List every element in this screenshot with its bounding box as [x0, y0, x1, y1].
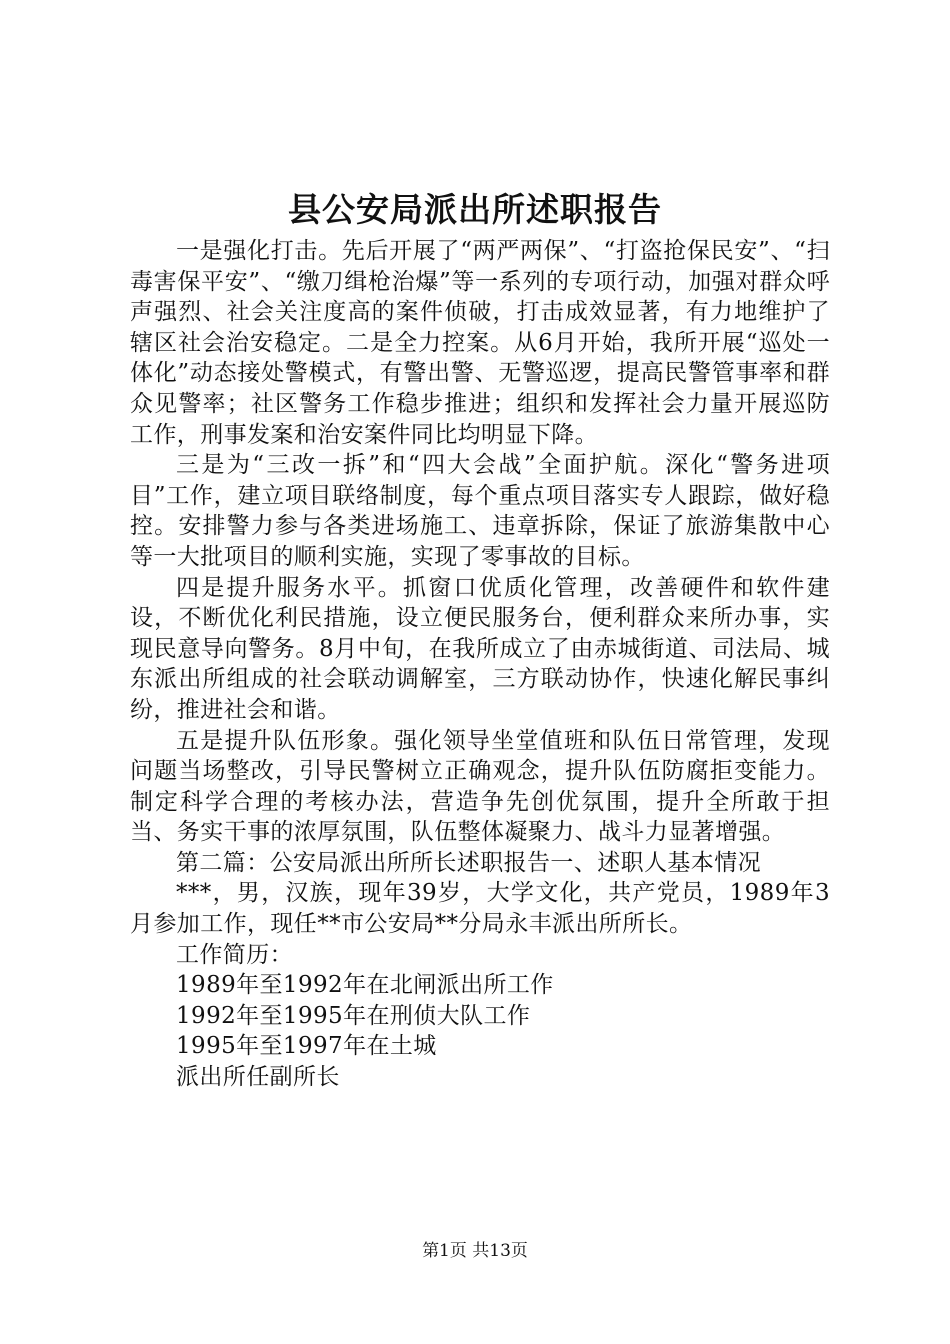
- paragraph-project-escort: 三是为“三改一拆”和“四大会战”全面护航。深化“警务进项目”工作，建立项目联络制度，每个重点项目落实专人跟踪，做好稳控。安排警力参与各类进场施工、违章拆除，保证了旅游集散中心等一大批项目的顺利实施，实现了零事故的目标。: [130, 452, 830, 570]
- paragraph-service-level: 四是提升服务水平。抓窗口优质化管理，改善硬件和软件建设，不断优化利民措施，设立便民服务台，便利群众来所办事，实现民意导向警务。8月中旬，在我所成立了由赤城街道、司法局、城东派出所组成的社会联动调解室，三方联动协作，快速化解民事纠纷，推进社会和谐。: [130, 574, 830, 723]
- document-body: [130, 236, 830, 1093]
- work-history-label: 工作简历：: [176, 941, 293, 968]
- paragraph-team-image: 五是提升队伍形象。强化领导坐堂值班和队伍日常管理，发现问题当场整改，引导民警树立正确观念，提升队伍防腐拒变能力。制定科学合理的考核办法，营造争先创优氛围，提升全所敢于担当、务实干事的浓厚氛围，队伍整体凝聚力、战斗力显著增强。: [130, 727, 830, 846]
- paragraph-basic-info: ***，男，汉族，现年39岁，大学文化，共产党员，1989年3月参加工作，现任**市公安局**分局永丰派出所所长。: [130, 880, 830, 938]
- work-history-item: 1992年至1995年在刑侦大队工作: [176, 1002, 531, 1029]
- work-history-item: 1995年至1997年在土城: [176, 1033, 437, 1060]
- paragraph-strike-crime: 一是强化打击。先后开展了“两严两保”、“打盗抢保民安”、“扫毒害保平安”、“缴刀缉枪治爆”等一系列的专项行动，加强对群众呼声强烈、社会关注度高的案件侦破，打击成效显著，有力地维护了辖区社会治安稳定。二是全力控案。从6月开始，我所开展“巡处一体化”动态接处警模式，有警出警、无警巡逻，提高民警管事率和群众见警率；社区警务工作稳步推进；组织和发挥社会力量开展巡防工作，刑事发案和治安案件同比均明显下降。: [130, 238, 830, 448]
- work-history-item: 1989年至1992年在北闸派出所工作: [176, 972, 554, 999]
- page-number-footer: 第1页 共13页: [422, 1241, 528, 1261]
- section-heading-second-article: 第二篇：公安局派出所所长述职报告一、述职人基本情况: [176, 849, 761, 876]
- work-history-item: 派出所任副所长: [176, 1064, 340, 1091]
- document-title: 县公安局派出所述职报告: [288, 190, 662, 229]
